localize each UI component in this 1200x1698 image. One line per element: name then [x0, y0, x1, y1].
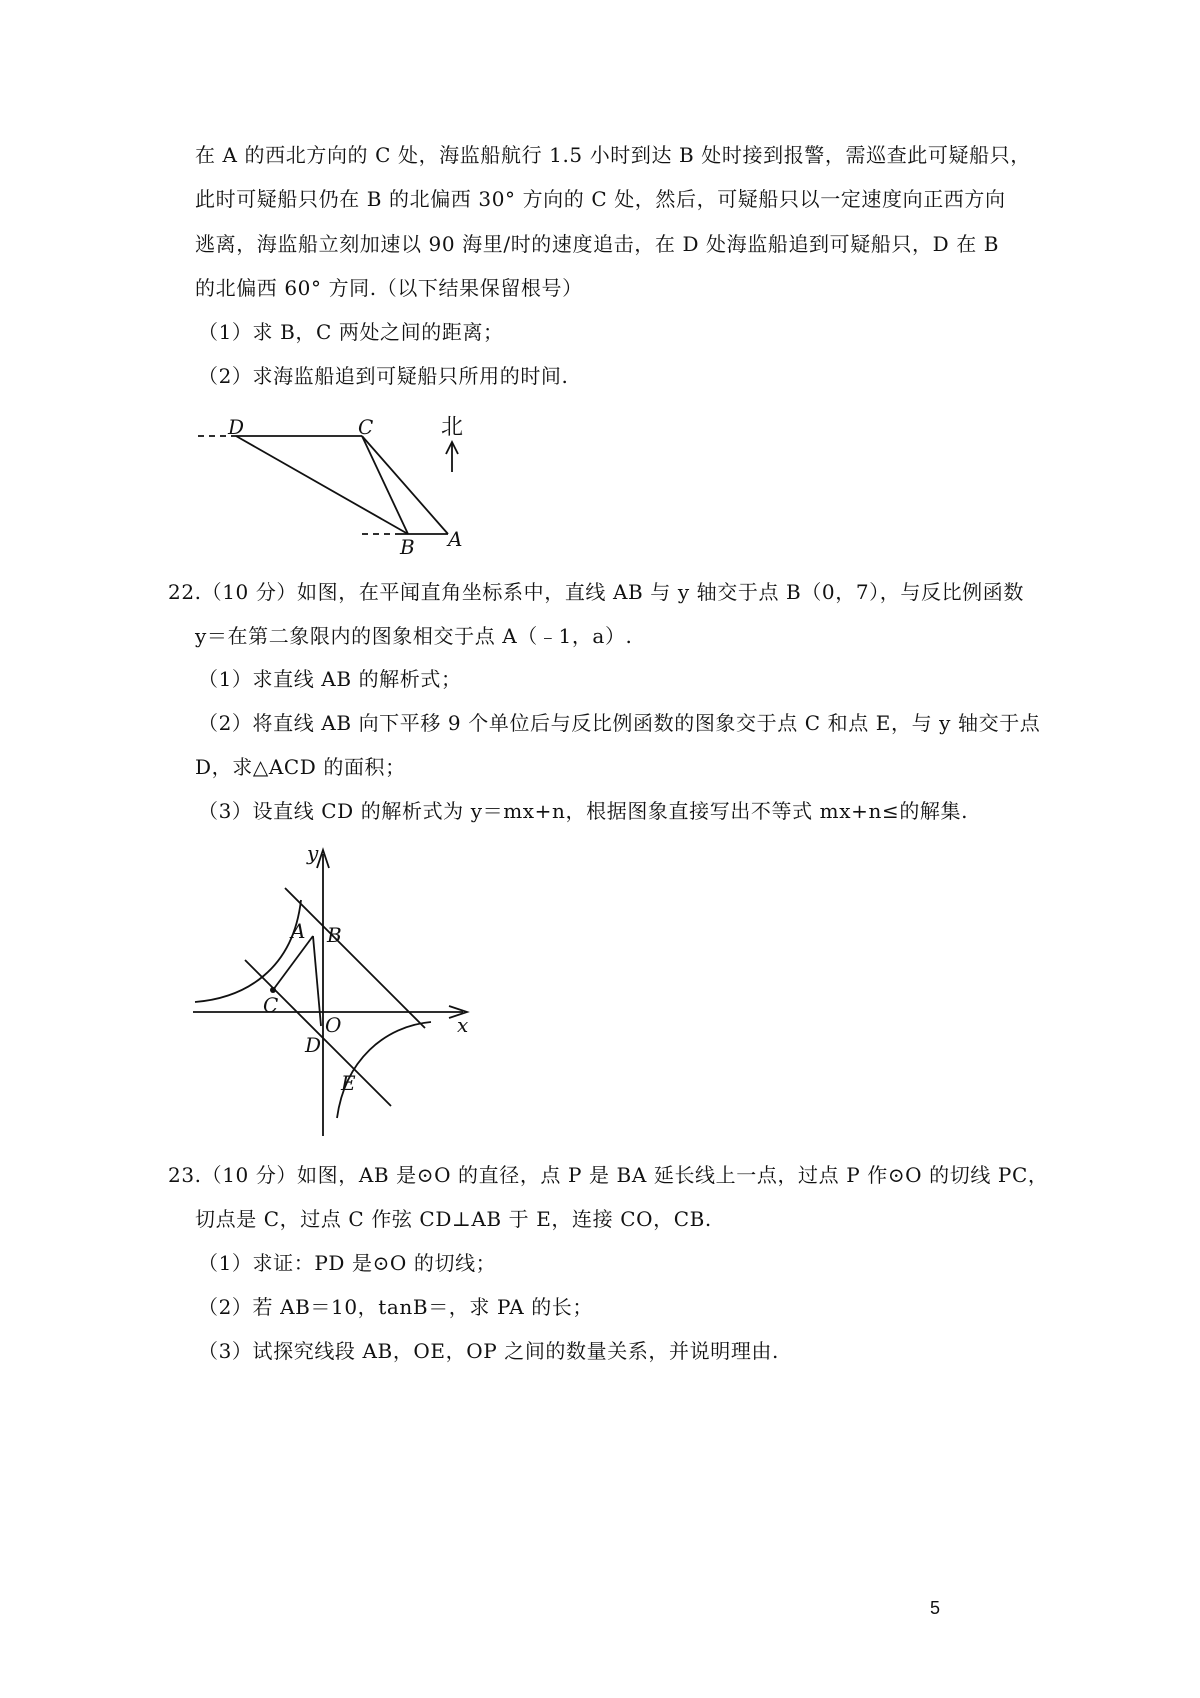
q21-line-ca	[362, 436, 448, 534]
q23-part-1: （1）求证：PD 是⊙O 的切线；	[198, 1251, 497, 1275]
q21-text-line-2: 此时可疑船只仍在 B 的北偏西 30° 方向的 C 处，然后，可疑船只以一定速度向正西方向	[195, 187, 1006, 211]
q22-label-o: O	[325, 1013, 342, 1037]
q21-part-2: （2）求海监船追到可疑船只所用的时间.	[198, 364, 569, 388]
q21-label-a: A	[448, 527, 463, 551]
q22-hyperbola-branch-4	[337, 1022, 431, 1118]
q22-label-d: D	[305, 1033, 322, 1057]
q22-part-3: （3）设直线 CD 的解析式为 y＝mx+n，根据图象直接写出不等式 mx+n≤的解集.	[198, 799, 969, 823]
q22-label-b: B	[327, 923, 342, 947]
q21-line-db	[236, 436, 408, 534]
q23-part-2: （2）若 AB＝10，tanB＝，求 PA 的长；	[198, 1295, 593, 1319]
q21-text-line-1: 在 A 的西北方向的 C 处，海监船航行 1.5 小时到达 B 处时接到报警，需巡查此可疑船只，	[195, 143, 1031, 167]
q23-text-line-2: 切点是 C，过点 C 作弦 CD⊥AB 于 E，连接 CO，CB.	[195, 1207, 712, 1231]
q22-text-line-2: y＝在第二象限内的图象相交于点 A（﹣1，a）.	[195, 624, 633, 648]
q22-part-2-cont: D，求△ACD 的面积；	[195, 755, 406, 779]
q22-line-ab	[285, 888, 425, 1028]
q22-text-line-1: 22.（10 分）如图，在平闻直角坐标系中，直线 AB 与 y 轴交于点 B（0，7），与反比例函数	[168, 580, 1024, 604]
q21-part-1: （1）求 B，C 两处之间的距离；	[198, 320, 504, 344]
q21-label-c: C	[358, 415, 374, 439]
q21-text-line-3: 逃离，海监船立刻加速以 90 海里/时的速度追击，在 D 处海监船追到可疑船只，D 在 B	[195, 232, 1000, 256]
q23-part-3: （3）试探究线段 AB，OE，OP 之间的数量关系，并说明理由.	[198, 1339, 779, 1363]
q22-figure	[185, 840, 485, 1140]
q22-hyperbola-branch-2	[195, 900, 301, 1002]
q22-segment-ac	[273, 936, 313, 990]
page-number: 5	[930, 1598, 941, 1618]
q21-label-b: B	[400, 535, 415, 559]
q22-label-y: y	[307, 841, 319, 865]
q23-text-line-1: 23.（10 分）如图，AB 是⊙O 的直径，点 P 是 BA 延长线上一点，过点 P 作⊙O 的切线 PC，	[168, 1163, 1049, 1187]
q22-label-c: C	[263, 993, 279, 1017]
q22-label-e: E	[341, 1071, 356, 1095]
q22-label-x: x	[457, 1013, 469, 1037]
q21-figure	[190, 410, 490, 560]
q21-line-cb	[362, 436, 408, 534]
q22-part-2: （2）将直线 AB 向下平移 9 个单位后与反比例函数的图象交于点 C 和点 E，与 y 轴交于点	[198, 711, 1041, 735]
q21-label-north: 北	[441, 415, 464, 440]
q21-text-line-4: 的北偏西 60° 方同.（以下结果保留根号）	[195, 276, 583, 300]
q22-part-1: （1）求直线 AB 的解析式；	[198, 667, 462, 691]
q21-label-d: D	[228, 415, 245, 439]
q22-label-a: A	[291, 919, 306, 943]
